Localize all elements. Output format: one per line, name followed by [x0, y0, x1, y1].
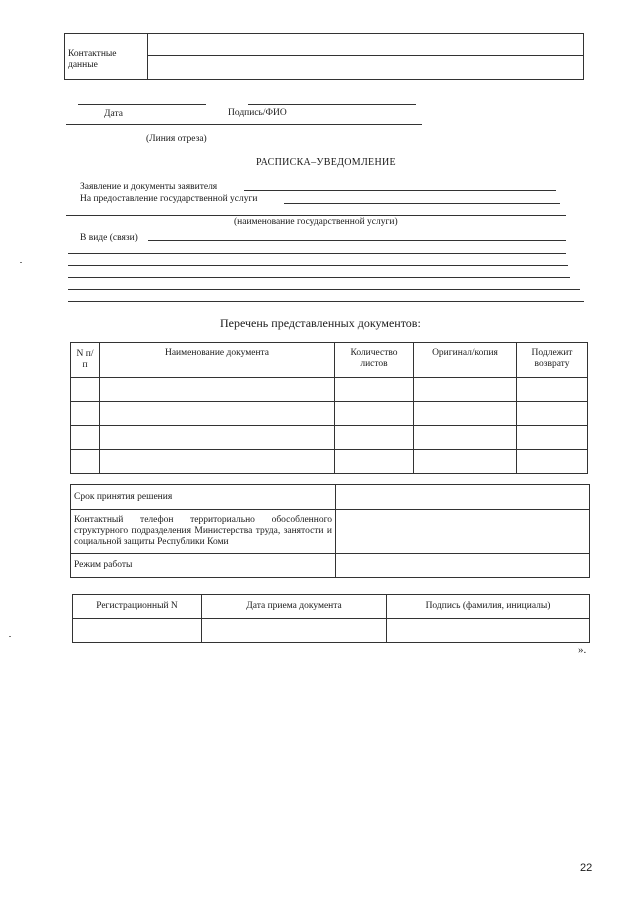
col-number: N п/п [71, 343, 100, 378]
statement-line [244, 190, 556, 191]
contact-value-1 [148, 34, 584, 56]
docs-title: Перечень представленных документов: [220, 316, 421, 330]
info-work-hours: Режим работы [71, 554, 336, 578]
scan-mark [9, 636, 11, 637]
cut-line-label: (Линия отреза) [146, 134, 207, 144]
docs-table [70, 342, 588, 474]
info-decision-term: Срок принятия решения [71, 485, 336, 510]
blank-line-2 [68, 265, 568, 266]
table-row [71, 378, 588, 402]
col-doc-name: Наименование документа [100, 343, 335, 378]
info-contact-phone-value [336, 510, 590, 554]
col-original-copy: Оригинал/копия [414, 343, 517, 378]
contact-table [64, 33, 584, 80]
receipt-title: РАСПИСКА–УВЕДОМЛЕНИЕ [256, 157, 396, 168]
col-return: Подлежит возврату [517, 343, 588, 378]
statement-label: Заявление и документы заявителя [80, 182, 218, 192]
table-row [71, 402, 588, 426]
table-row [71, 426, 588, 450]
col-signature: Подпись (фамилия, инициалы) [387, 595, 590, 619]
service-label: На предоставление государственной услуги [80, 194, 258, 204]
service-line [284, 203, 560, 204]
date-line [78, 104, 206, 105]
contact-value-2 [148, 56, 584, 80]
info-decision-value [336, 485, 590, 510]
info-contact-phone: Контактный телефон территориально обособленного структурного подразделения Министерства труда, занятости и социальной защиты Республики Коми [71, 510, 336, 554]
blank-line-3 [68, 277, 570, 278]
form-label: В виде (связи) [80, 233, 138, 243]
blank-line-4 [68, 289, 580, 290]
col-sheets: Количество листов [335, 343, 414, 378]
registration-table [72, 594, 590, 643]
docs-header-row [71, 343, 588, 378]
table-row [73, 619, 590, 643]
date-label: Дата [104, 109, 123, 119]
form-line [148, 240, 566, 241]
contact-label: Контактные данные [65, 34, 148, 80]
col-receive-date: Дата приема документа [202, 595, 387, 619]
blank-line-1 [68, 253, 566, 254]
scan-mark [20, 262, 22, 263]
info-work-hours-value [336, 554, 590, 578]
service-line-2 [66, 215, 566, 216]
cut-line-rule [66, 124, 422, 125]
page-number: 22 [580, 862, 593, 874]
closing-quote: ». [578, 644, 587, 656]
sign-label: Подпись/ФИО [228, 108, 287, 118]
table-row [71, 450, 588, 474]
service-note: (наименование государственной услуги) [234, 217, 398, 227]
blank-line-5 [68, 301, 584, 302]
col-reg-number: Регистрационный N [73, 595, 202, 619]
sign-line [248, 104, 416, 105]
info-table [70, 484, 590, 578]
